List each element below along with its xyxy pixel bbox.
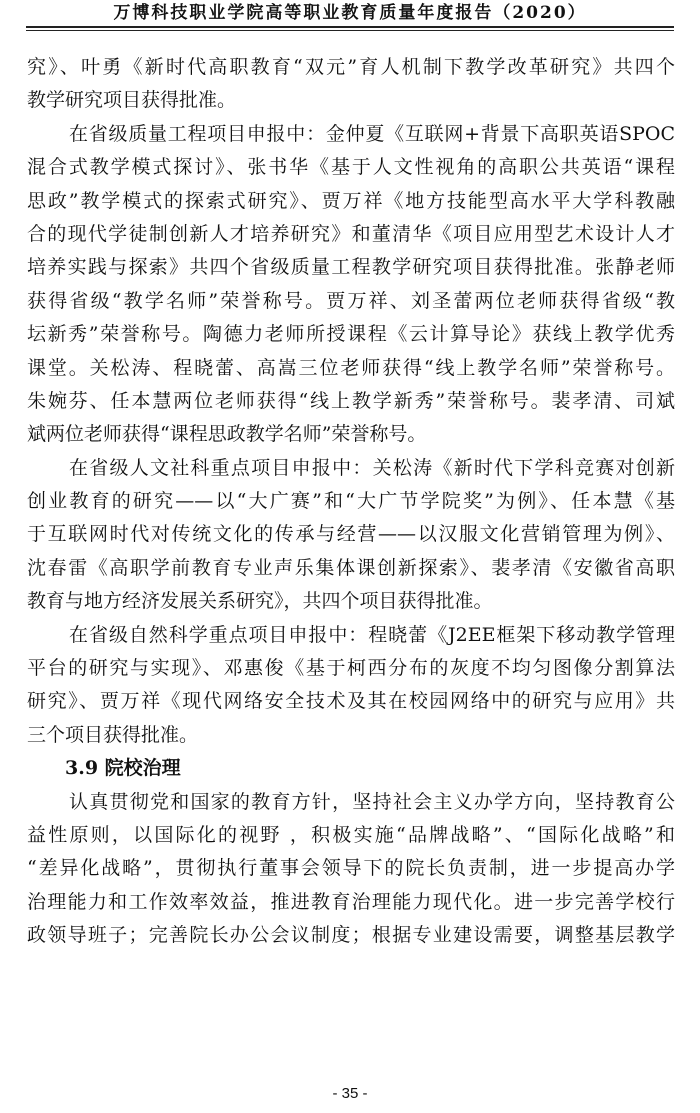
report-header-title: 万博科技职业学院高等职业教育质量年度报告（2020） [113,3,587,23]
header-rule-thick [26,26,674,28]
text-line: 混合式教学模式探讨》、张书华《基于人文性视角的高职公共英语“课程 [27,156,675,179]
paragraph-first-line: 认真贯彻党和国家的教育方针，坚持社会主义办学方向，坚持教育公 [69,790,675,813]
text-line: 研究》、贾万祥《现代网络安全技术及其在校园网络中的研究与应用》共 [27,690,675,713]
text-line: 朱婉芬、任本慧两位老师获得“线上教学新秀”荣誉称号。裴孝清、司斌 [27,389,675,412]
text-line: 课堂。关松涛、程晓蕾、高嵩三位老师获得“线上教学名师”荣誉称号。 [27,356,675,379]
text-line: 平台的研究与实现》、邓惠俊《基于柯西分布的灰度不均匀图像分割算法 [27,657,675,680]
text-line: 沈春雷《高职学前教育专业声乐集体课创新探索》、裴孝清《安徽省高职 [27,556,675,579]
text-line: 创业教育的研究——以“大广赛”和“大广节学院奖”为例》、任本慧《基 [27,490,675,513]
text-line: 教学研究项目获得批准。 [27,89,237,112]
header-rule-thin [26,30,674,31]
paragraph-first-line: 在省级自然科学重点项目申报中：程晓蕾《J2EE框架下移动教学管理 [69,623,675,646]
text-line: 培养实践与探索》共四个省级质量工程教学研究项目获得批准。张静老师 [27,256,675,279]
text-line: 益性原则，以国际化的视野 ，积极实施“品牌战略”、“国际化战略”和 [27,823,675,846]
text-line: 治理能力和工作效率效益，推进教育治理能力现代化。进一步完善学校行 [27,890,675,913]
text-line: 究》、叶勇《新时代高职教育“双元”育人机制下教学改革研究》共四个 [27,56,675,78]
paragraph-first-line: 在省级质量工程项目申报中：金仲夏《互联网+背景下高职英语SPOC [69,122,675,145]
text-line: 教育与地方经济发展关系研究》，共四个项目获得批准。 [27,590,493,613]
text-line: 三个项目获得批准。 [27,723,199,746]
text-line: 坛新秀”荣誉称号。陶德力老师所授课程《云计算导论》获线上教学优秀 [27,323,675,346]
page-number: - 35 - [332,1085,368,1102]
section-heading: 3.9 院校治理 [65,757,181,780]
page-body [27,51,675,953]
text-line: 于互联网时代对传统文化的传承与经营——以汉服文化营销管理为例》、 [27,523,675,546]
text-line: 斌两位老师获得“课程思政教学名师”荣誉称号。 [27,423,427,446]
text-line: “差异化战略”，贯彻执行董事会领导下的院长负责制，进一步提高办学 [27,857,675,880]
text-line: 合的现代学徒制创新人才培养研究》和董清华《项目应用型艺术设计人才 [27,222,675,245]
text-line: 获得省级“教学名师”荣誉称号。贾万祥、刘圣蕾两位老师获得省级“教 [27,289,675,312]
text-line: 思政”教学模式的探索式研究》、贾万祥《地方技能型高水平大学科教融 [27,189,675,212]
paragraph-first-line: 在省级人文社科重点项目申报中：关松涛《新时代下学科竞赛对创新 [69,456,675,479]
text-line: 政领导班子；完善院长办公会议制度；根据专业建设需要，调整基层教学 [27,924,675,947]
